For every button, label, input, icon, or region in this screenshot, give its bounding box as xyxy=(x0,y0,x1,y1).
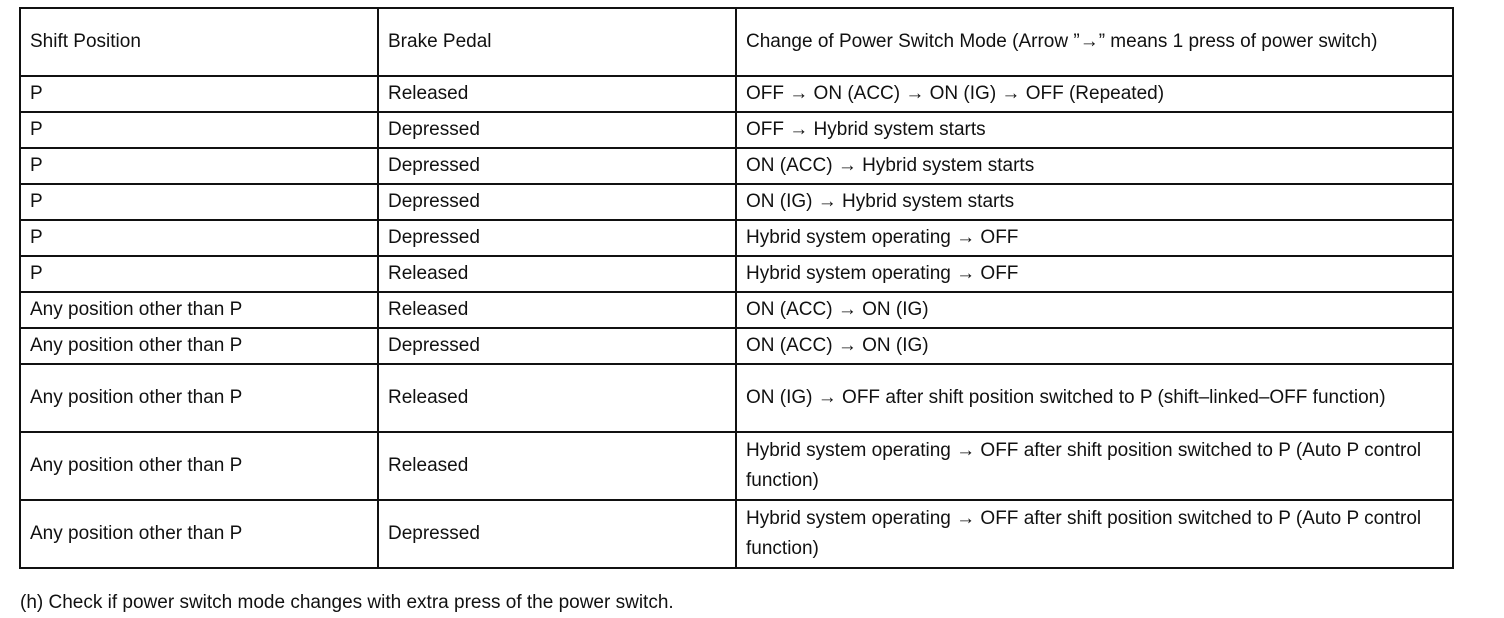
cell-shift-position: P xyxy=(20,112,378,148)
cell-brake-pedal: Depressed xyxy=(378,112,736,148)
cell-shift-position: Any position other than P xyxy=(20,328,378,364)
table-row xyxy=(20,500,1453,568)
header-brake-pedal: Brake Pedal xyxy=(378,8,736,76)
cell-shift-position: P xyxy=(20,184,378,220)
cell-brake-pedal: Released xyxy=(378,256,736,292)
table-row xyxy=(20,148,1453,184)
cell-brake-pedal: Depressed xyxy=(378,184,736,220)
cell-mode-change: OFF → ON (ACC) → ON (IG) → OFF (Repeated) xyxy=(736,76,1453,112)
cell-mode-change: ON (IG) → OFF after shift position switched to P (shift–linked–OFF function) xyxy=(736,364,1453,432)
table-row xyxy=(20,112,1453,148)
cell-mode-change: ON (ACC) → ON (IG) xyxy=(736,328,1453,364)
cell-mode-change: Hybrid system operating → OFF xyxy=(736,256,1453,292)
cell-brake-pedal: Released xyxy=(378,432,736,500)
table-row xyxy=(20,76,1453,112)
cell-shift-position: P xyxy=(20,256,378,292)
table-row xyxy=(20,432,1453,500)
power-switch-mode-table xyxy=(19,7,1454,569)
cell-brake-pedal: Released xyxy=(378,76,736,112)
cell-shift-position: Any position other than P xyxy=(20,500,378,568)
header-shift-position: Shift Position xyxy=(20,8,378,76)
cell-shift-position: Any position other than P xyxy=(20,432,378,500)
cut-off-instruction-text: (h) Check if power switch mode changes with extra press of the power switch. xyxy=(20,592,674,613)
cell-brake-pedal: Released xyxy=(378,292,736,328)
cell-shift-position: P xyxy=(20,220,378,256)
cell-mode-change: ON (ACC) → ON (IG) xyxy=(736,292,1453,328)
table-row xyxy=(20,220,1453,256)
table-row xyxy=(20,184,1453,220)
table-row xyxy=(20,292,1453,328)
table-row xyxy=(20,256,1453,292)
cell-brake-pedal: Released xyxy=(378,364,736,432)
table-row xyxy=(20,328,1453,364)
cell-mode-change: Hybrid system operating → OFF after shift position switched to P (Auto P control function) xyxy=(736,432,1453,500)
cell-brake-pedal: Depressed xyxy=(378,220,736,256)
table-row xyxy=(20,364,1453,432)
cell-brake-pedal: Depressed xyxy=(378,328,736,364)
cell-mode-change: ON (ACC) → Hybrid system starts xyxy=(736,148,1453,184)
cell-brake-pedal: Depressed xyxy=(378,148,736,184)
cell-mode-change: OFF → Hybrid system starts xyxy=(736,112,1453,148)
cell-shift-position: P xyxy=(20,148,378,184)
header-power-switch-mode-change: Change of Power Switch Mode (Arrow ”→” means 1 press of power switch) xyxy=(736,8,1453,76)
cell-mode-change: Hybrid system operating → OFF xyxy=(736,220,1453,256)
cell-shift-position: Any position other than P xyxy=(20,292,378,328)
cell-mode-change: ON (IG) → Hybrid system starts xyxy=(736,184,1453,220)
cell-brake-pedal: Depressed xyxy=(378,500,736,568)
cell-shift-position: Any position other than P xyxy=(20,364,378,432)
table-header-row xyxy=(20,8,1453,76)
cell-mode-change: Hybrid system operating → OFF after shift position switched to P (Auto P control function) xyxy=(736,500,1453,568)
power-switch-table-container xyxy=(19,7,1452,569)
cell-shift-position: P xyxy=(20,76,378,112)
